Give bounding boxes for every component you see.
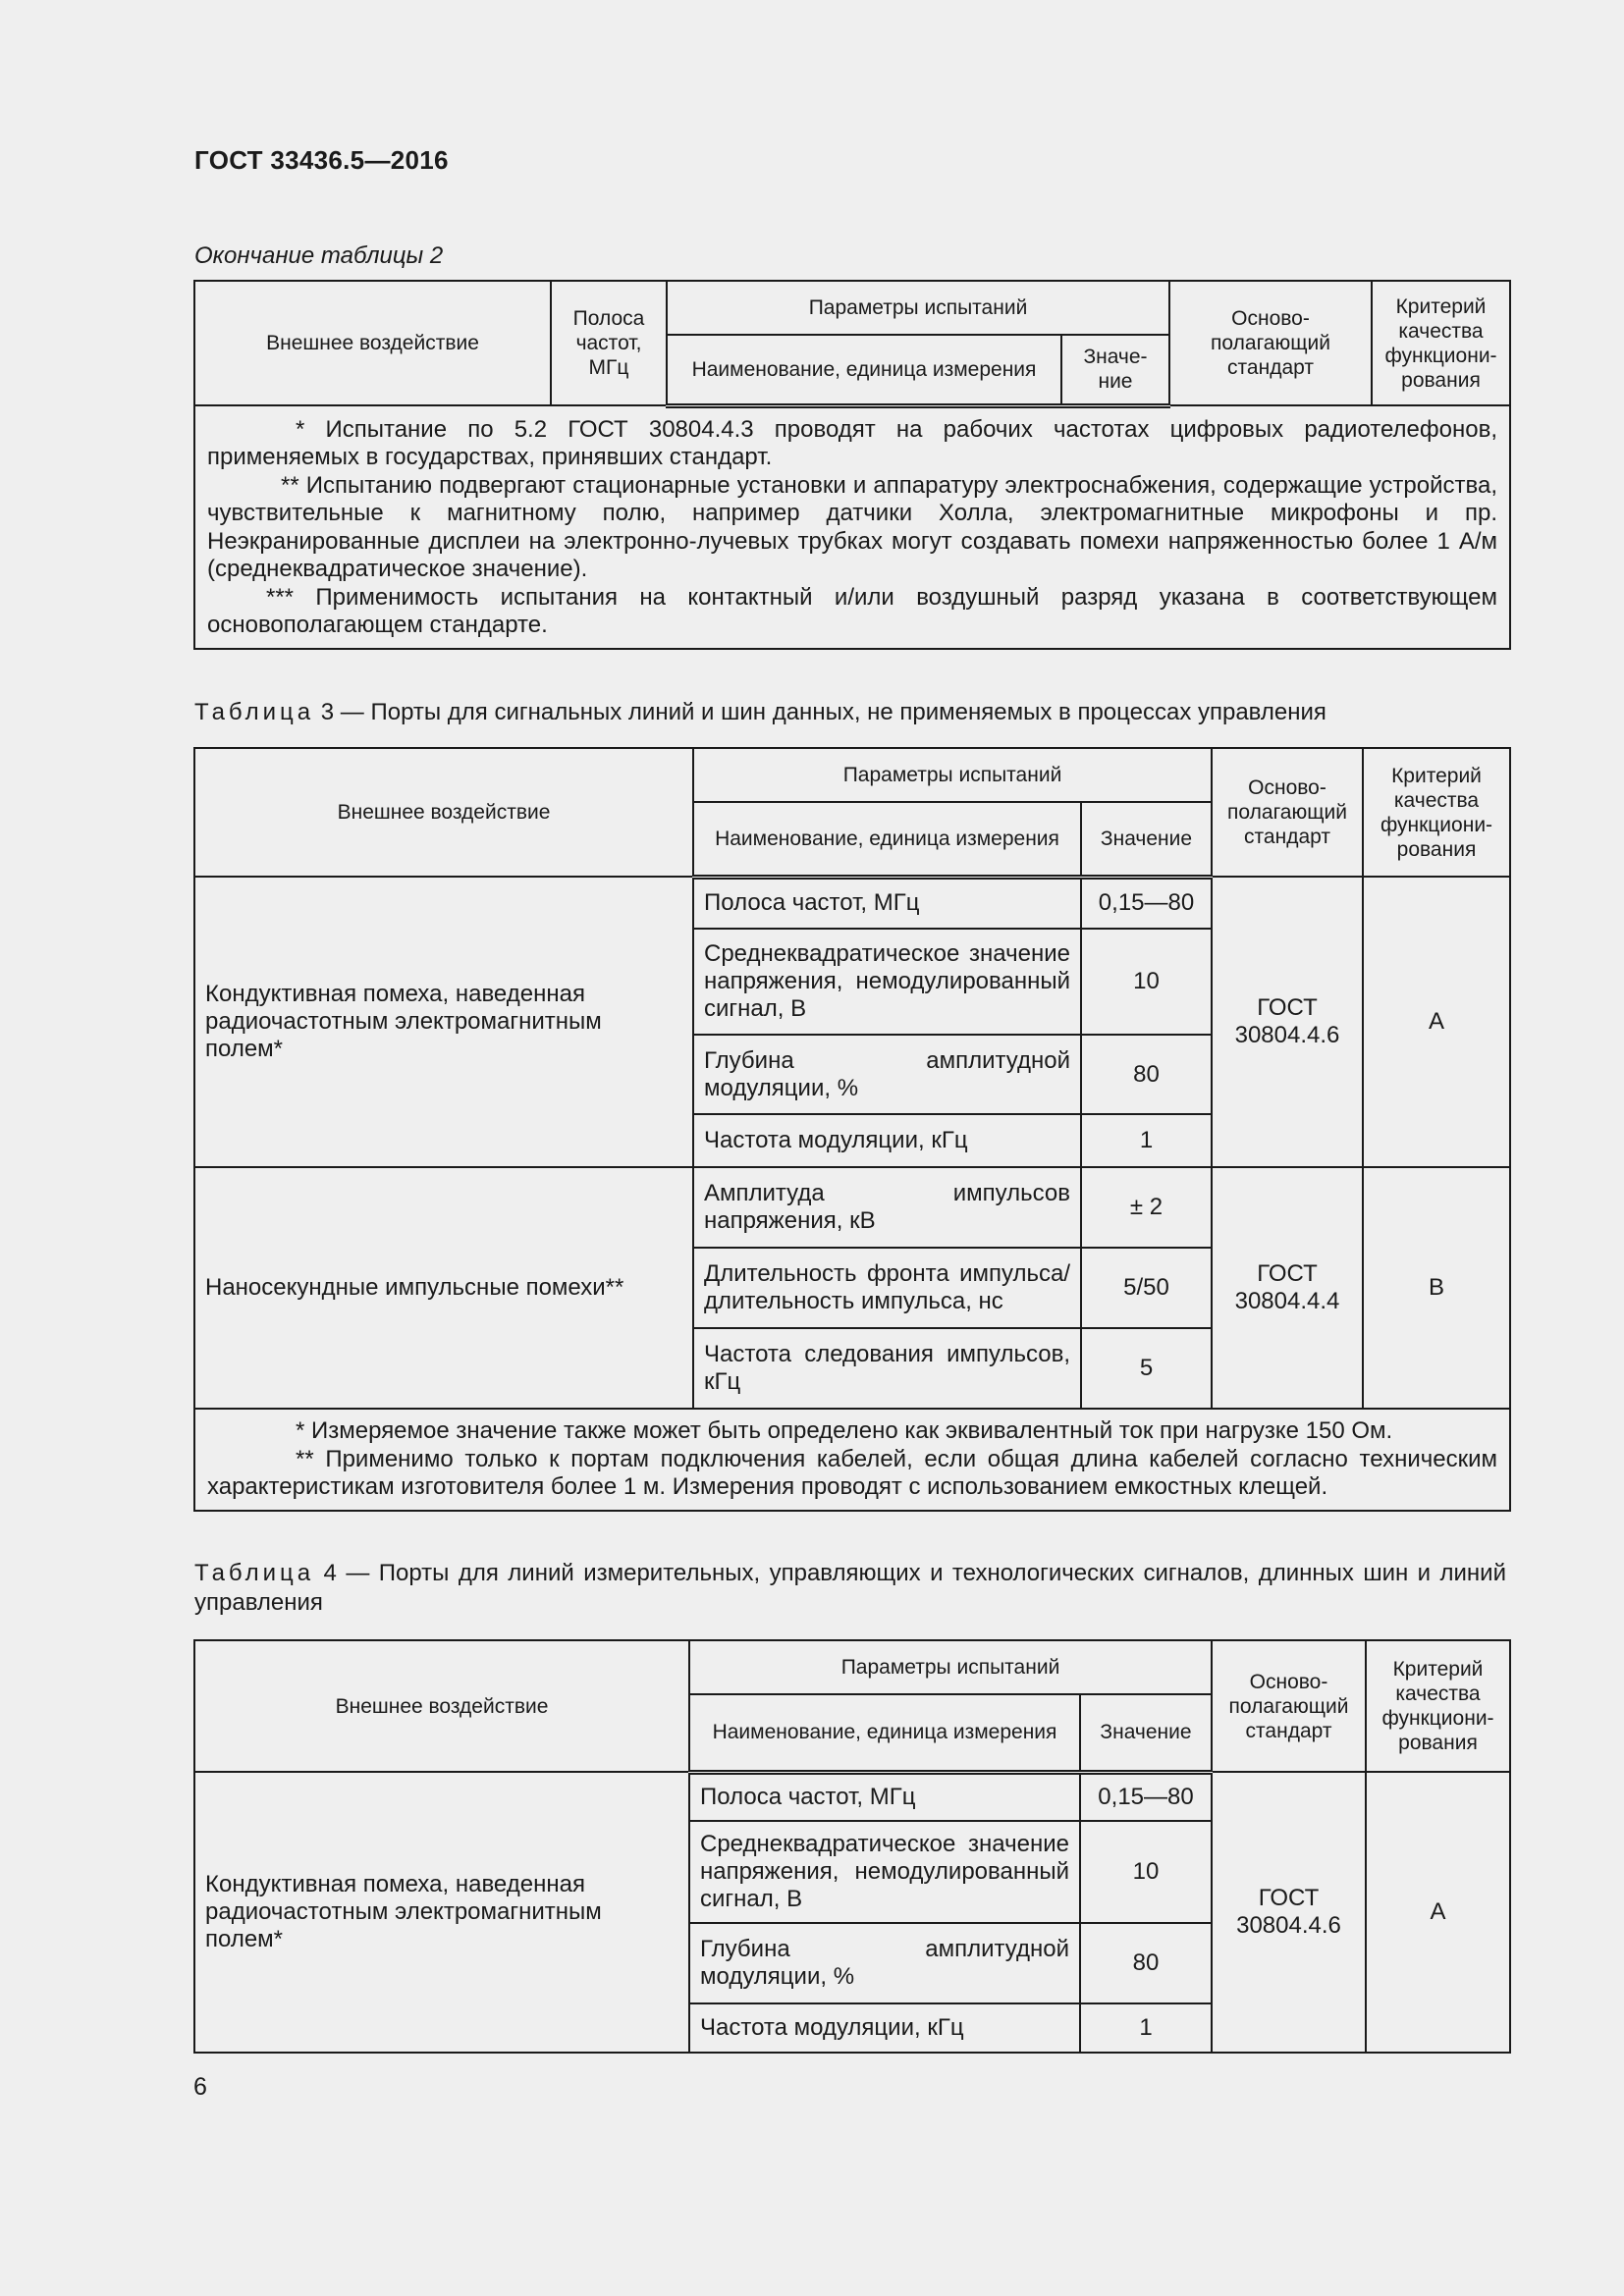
- param-value-cell: 80: [1081, 1035, 1212, 1114]
- external-factor-cell: Наносекундные импульсные помехи**: [194, 1167, 693, 1409]
- criterion-cell: В: [1363, 1167, 1510, 1409]
- param-name-cell: Глубина амплитудной модуляции, %: [689, 1923, 1080, 2003]
- param-value-cell: 10: [1080, 1821, 1212, 1923]
- footnote: *** Применимость испытания на контактный и/или воздушный разряд указана в соответствующем основополагающем стандарте.: [207, 583, 1497, 638]
- header-name: Наименование, единица измерения: [689, 1694, 1080, 1772]
- param-name-cell: Глубина амплитудной модуляции, %: [693, 1035, 1081, 1114]
- table3-caption-text: 3 — Порты для сигнальных линий и шин данных, не применяемых в процессах управления: [320, 699, 1326, 725]
- param-value-cell: 1: [1081, 1114, 1212, 1167]
- standard-cell: ГОСТ 30804.4.6: [1212, 1772, 1366, 2053]
- header-value: Значение: [1080, 1694, 1212, 1772]
- param-name-cell: Полоса частот, МГц: [689, 1772, 1080, 1821]
- table-3: [193, 747, 1511, 1512]
- table4-caption: [194, 1559, 1506, 1618]
- table-row: [194, 1772, 1510, 1821]
- external-factor-cell: Кондуктивная помеха, наведенная радиочастотным электромагнитным полем*: [194, 877, 693, 1167]
- header-external: Внешнее воздействие: [194, 281, 551, 405]
- table2-footnotes: [194, 405, 1510, 649]
- header-params: Параметры испытаний: [693, 748, 1212, 802]
- header-value: Значение: [1081, 802, 1212, 877]
- param-value-cell: 10: [1081, 929, 1212, 1035]
- param-value-cell: 1: [1080, 2003, 1212, 2053]
- document-header: ГОСТ 33436.5—2016: [194, 145, 449, 175]
- criterion-cell: А: [1366, 1772, 1510, 2053]
- standard-cell: ГОСТ 30804.4.6: [1212, 877, 1363, 1167]
- table3-caption: [194, 698, 1326, 727]
- table-row: [194, 877, 1510, 929]
- header-band: Полоса частот, МГц: [551, 281, 667, 405]
- param-name-cell: Частота следования импульсов, кГц: [693, 1328, 1081, 1409]
- table4-caption-text: 4 — Порты для линий измерительных, управляющих и технологических сигналов, длинных шин и линий управления: [194, 1560, 1506, 1616]
- param-value-cell: 80: [1080, 1923, 1212, 2003]
- footnote: ** Применимо только к портам подключения кабелей, если общая длина кабелей согласно техническим характеристикам изготовителя более 1 м. Измерения проводят с использованием емкостных клещей.: [207, 1445, 1497, 1500]
- footnote: ** Испытанию подвергают стационарные установки и аппаратуру электроснабжения, содержащие устройства, чувствительные к магнитному полю, например датчики Холла, электромагнитные микрофоны и пр. Неэкранированные дисплеи на электронно-лучевых трубках могут создавать помехи напряженностью более 1 А/м (среднеквадратическое значение).: [207, 471, 1497, 582]
- header-standard: Осново-полагающий стандарт: [1212, 748, 1363, 877]
- param-value-cell: 5/50: [1081, 1248, 1212, 1328]
- param-value-cell: 5: [1081, 1328, 1212, 1409]
- page-number: 6: [193, 2073, 207, 2101]
- param-value-cell: 0,15—80: [1080, 1772, 1212, 1821]
- external-factor-cell: Кондуктивная помеха, наведенная радиочастотным электромагнитным полем*: [194, 1772, 689, 2053]
- header-criterion: Критерий качества функциони-рования: [1363, 748, 1510, 877]
- param-value-cell: ± 2: [1081, 1167, 1212, 1248]
- standard-cell: ГОСТ 30804.4.4: [1212, 1167, 1363, 1409]
- table-4: [193, 1639, 1511, 2054]
- footnote: * Измеряемое значение также может быть определено как эквивалентный ток при нагрузке 150 Ом.: [296, 1417, 1393, 1444]
- param-name-cell: Частота модуляции, кГц: [689, 2003, 1080, 2053]
- header-name: Наименование, единица измерения: [667, 335, 1061, 405]
- header-standard: Осново-полагающий стандарт: [1169, 281, 1372, 405]
- table-row: [194, 1167, 1510, 1248]
- table2-continuation-caption: Окончание таблицы 2: [194, 242, 444, 269]
- param-name-cell: Длительность фронта импульса/длительность импульса, нс: [693, 1248, 1081, 1328]
- header-params: Параметры испытаний: [689, 1640, 1212, 1694]
- param-name-cell: Среднеквадратическое значение напряжения, немодулированный сигнал, В: [689, 1821, 1080, 1923]
- header-external: Внешнее воздействие: [194, 748, 693, 877]
- header-criterion: Критерий качества функциони-рования: [1372, 281, 1510, 405]
- param-name-cell: Частота модуляции, кГц: [693, 1114, 1081, 1167]
- table4-caption-label: Таблица: [194, 1560, 315, 1586]
- header-params: Параметры испытаний: [667, 281, 1169, 335]
- table3-footnotes: [194, 1409, 1510, 1511]
- param-name-cell: Амплитуда импульсов напряжения, кВ: [693, 1167, 1081, 1248]
- criterion-cell: А: [1363, 877, 1510, 1167]
- footnote: * Испытание по 5.2 ГОСТ 30804.4.3 проводят на рабочих частотах цифровых радиотелефонов, применяемых в государствах, принявших стандарт.: [207, 415, 1497, 470]
- table3-caption-label: Таблица: [194, 699, 315, 725]
- table-2-end: [193, 280, 1511, 650]
- header-name: Наименование, единица измерения: [693, 802, 1081, 877]
- header-value: Значе-ние: [1061, 335, 1169, 405]
- header-standard: Осново-полагающий стандарт: [1212, 1640, 1366, 1772]
- param-name-cell: Среднеквадратическое значение напряжения, немодулированный сигнал, В: [693, 929, 1081, 1035]
- param-name-cell: Полоса частот, МГц: [693, 877, 1081, 929]
- header-external: Внешнее воздействие: [194, 1640, 689, 1772]
- param-value-cell: 0,15—80: [1081, 877, 1212, 929]
- header-criterion: Критерий качества функциони-рования: [1366, 1640, 1510, 1772]
